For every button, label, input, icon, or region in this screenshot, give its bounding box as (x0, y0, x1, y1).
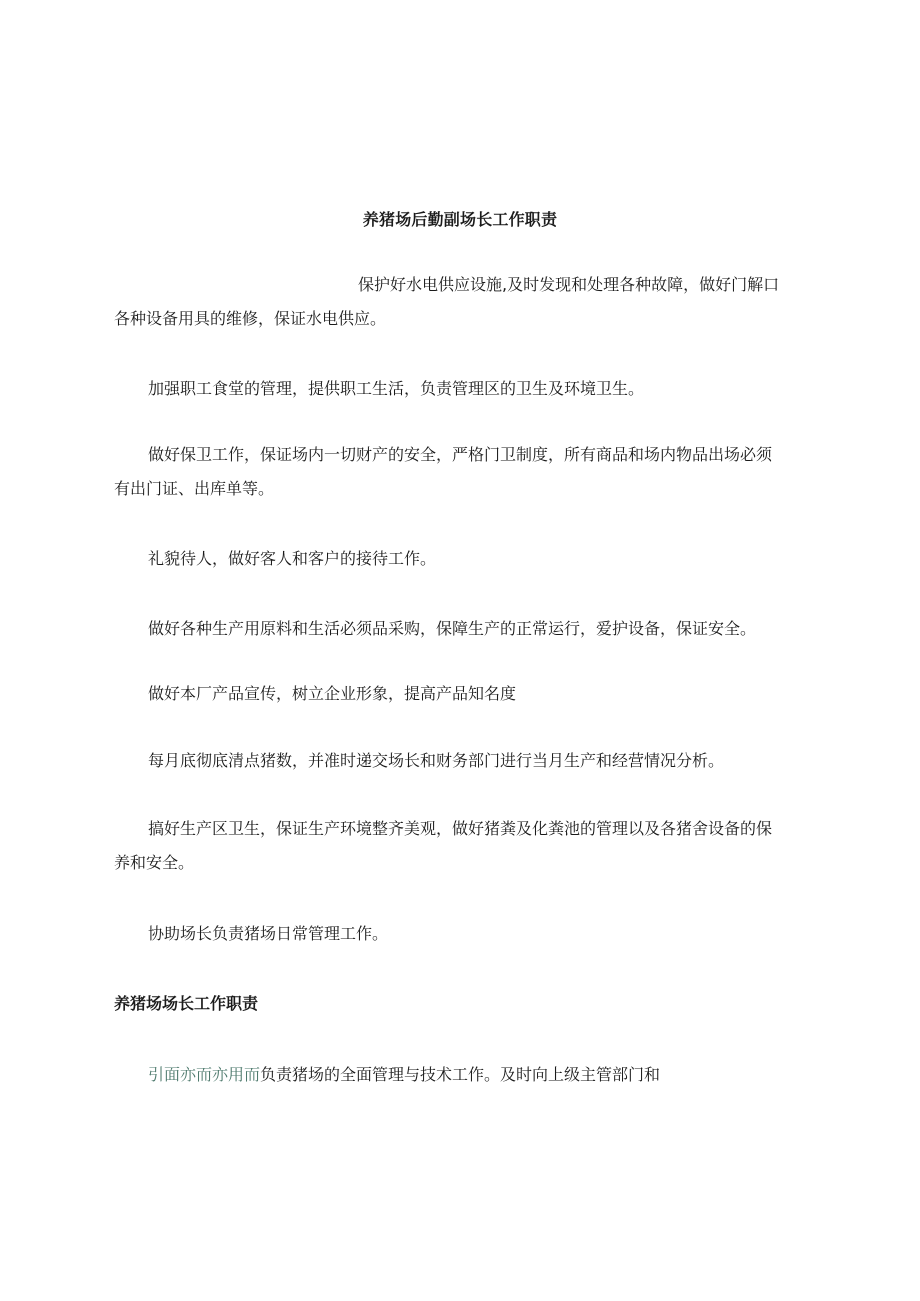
section-2-paragraph-1 (114, 1058, 814, 1092)
paragraph-item-1-line-1: 保护好水电供应设施,及时发现和处理各种故障，做好门解口 (358, 275, 780, 294)
paragraph-item-3 (114, 438, 814, 506)
paragraph-item-1 (114, 268, 814, 336)
document-title: 养猪场后勤副场长工作职责 (362, 210, 558, 229)
paragraph-item-7: 每月底彻底清点猪数，并准时递交场长和财务部门进行当月生产和经营情况分析。 (148, 751, 725, 770)
paragraph-item-1-line-2: 各种设备用具的维修，保证水电供应。 (114, 309, 387, 328)
section-2-title: 养猪场场长工作职责 (114, 994, 259, 1013)
section-2-paragraph-1-prefix: 引面亦而亦用而 (148, 1065, 261, 1084)
paragraph-item-9: 协助场长负责猪场日常管理工作。 (148, 924, 389, 943)
paragraph-item-8-line-1: 搞好生产区卫生，保证生产环境整齐美观，做好猪粪及化粪池的管理以及各猪舍设备的保 (148, 819, 773, 838)
paragraph-item-4: 礼貌待人，做好客人和客户的接待工作。 (148, 549, 437, 568)
paragraph-item-2: 加强职工食堂的管理，提供职工生活，负责管理区的卫生及环境卫生。 (148, 379, 645, 398)
paragraph-item-8 (114, 812, 814, 880)
paragraph-item-8-line-2: 养和安全。 (114, 853, 195, 872)
paragraph-item-5: 做好各种生产用原料和生活必须品采购，保障生产的正常运行，爱护设备，保证安全。 (148, 619, 757, 638)
paragraph-item-3-line-2: 有出门证、出库单等。 (114, 479, 275, 498)
section-2-paragraph-1-text: 负责猪场的全面管理与技术工作。及时向上级主管部门和 (260, 1065, 661, 1084)
paragraph-item-6: 做好本厂产品宣传，树立企业形象，提高产品知名度 (148, 684, 517, 703)
paragraph-item-3-line-1: 做好保卫工作，保证场内一切财产的安全，严格门卫制度，所有商品和场内物品出场必须 (148, 445, 773, 464)
